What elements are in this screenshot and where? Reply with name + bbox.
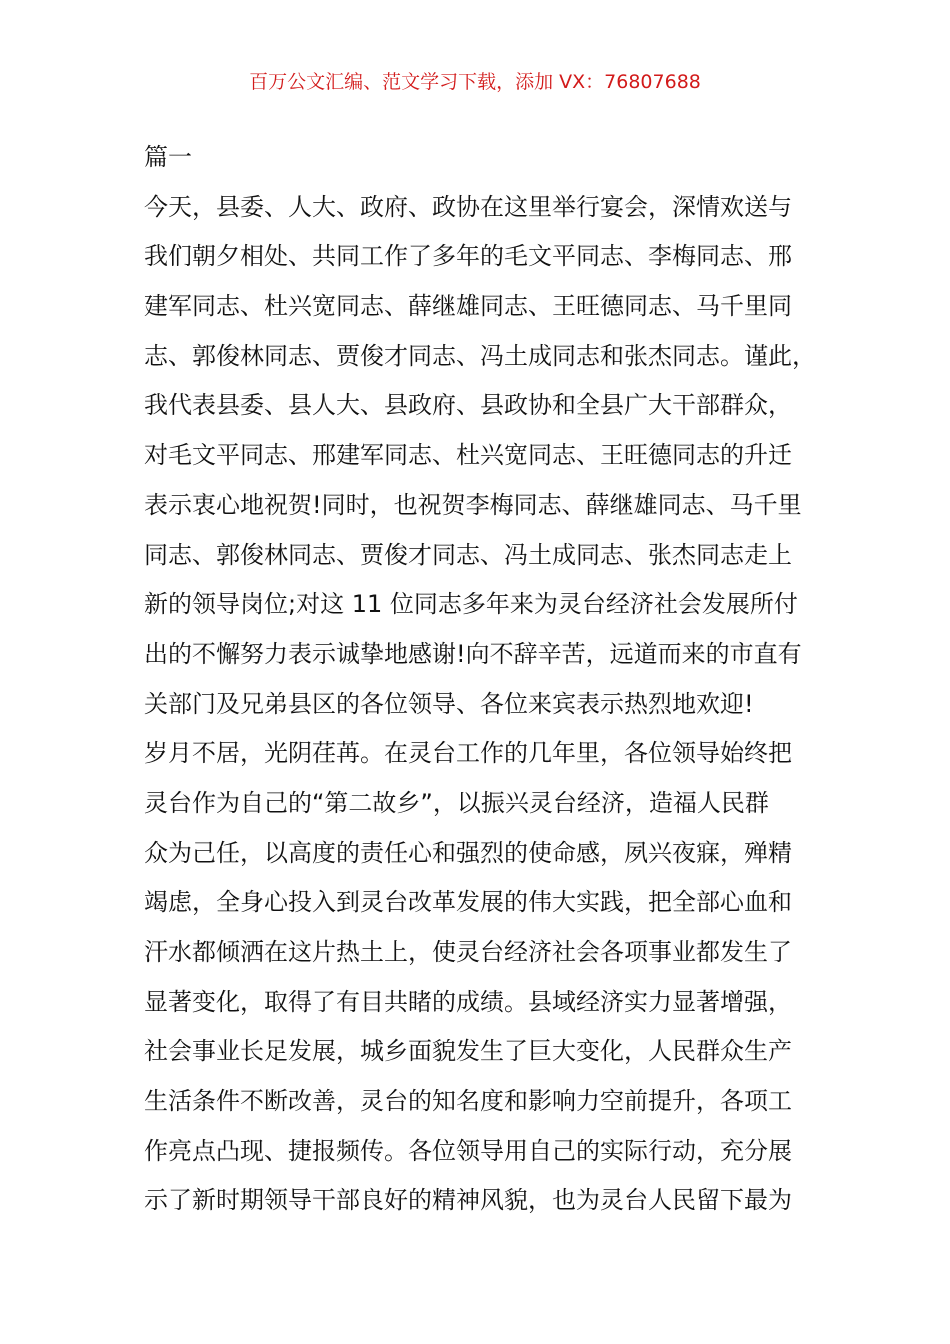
text-line: 示了新时期领导干部良好的精神风貌，也为灵台人民留下最为 [144,1186,792,1215]
text-line: 生活条件不断改善，灵台的知名度和影响力空前提升，各项工 [144,1087,792,1116]
text-line: 我们朝夕相处、共同工作了多年的毛文平同志、李梅同志、邢 [144,242,792,271]
text-line: 岁月不居，光阴荏苒。在灵台工作的几年里，各位领导始终把 [144,739,792,768]
text-line: 同志、郭俊林同志、贾俊才同志、冯土成同志、张杰同志走上 [144,540,792,569]
header-watermark: 百万公文汇编、范文学习下载，添加 VX：76807688 [249,71,701,93]
text-line: 灵台作为自己的“第二故乡”，以振兴灵台经济，造福人民群 [144,788,769,817]
text-line: 我代表县委、县人大、县政府、县政协和全县广大干部群众， [144,391,792,420]
text-line: 新的领导岗位;对这 11 位同志多年来为灵台经济社会发展所付 [144,590,798,619]
section-title: 篇一 [144,143,192,171]
text-line: 今天，县委、人大、政府、政协在这里举行宴会，深情欢送与 [144,192,792,221]
text-line: 作亮点凸现、捷报频传。各位领导用自己的实际行动，充分展 [144,1136,792,1165]
text-line: 对毛文平同志、邢建军同志、杜兴宽同志、王旺德同志的升迁 [144,441,792,470]
text-line: 社会事业长足发展，城乡面貌发生了巨大变化，人民群众生产 [144,1037,792,1066]
text-line: 竭虑，全身心投入到灵台改革发展的伟大实践，把全部心血和 [144,888,792,917]
document-body [144,133,816,1226]
text-line: 众为己任，以高度的责任心和强烈的使命感，夙兴夜寐，殚精 [144,838,792,867]
text-line: 出的不懈努力表示诚挚地感谢!向不辞辛苦，远道而来的市直有 [144,639,802,668]
text-line: 建军同志、杜兴宽同志、薛继雄同志、王旺德同志、马千里同 [144,292,792,321]
text-line: 志、郭俊林同志、贾俊才同志、冯土成同志和张杰同志。谨此， [144,341,816,370]
text-line: 汗水都倾洒在这片热土上，使灵台经济社会各项事业都发生了 [144,938,792,966]
text-line: 表示衷心地祝贺!同时，也祝贺李梅同志、薛继雄同志、马千里 [144,490,802,519]
text-line: 关部门及兄弟县区的各位领导、各位来宾表示热烈地欢迎! [144,689,754,718]
text-line: 显著变化，取得了有目共睹的成绩。县域经济实力显著增强， [144,987,792,1016]
paragraph-lines [144,183,816,1226]
